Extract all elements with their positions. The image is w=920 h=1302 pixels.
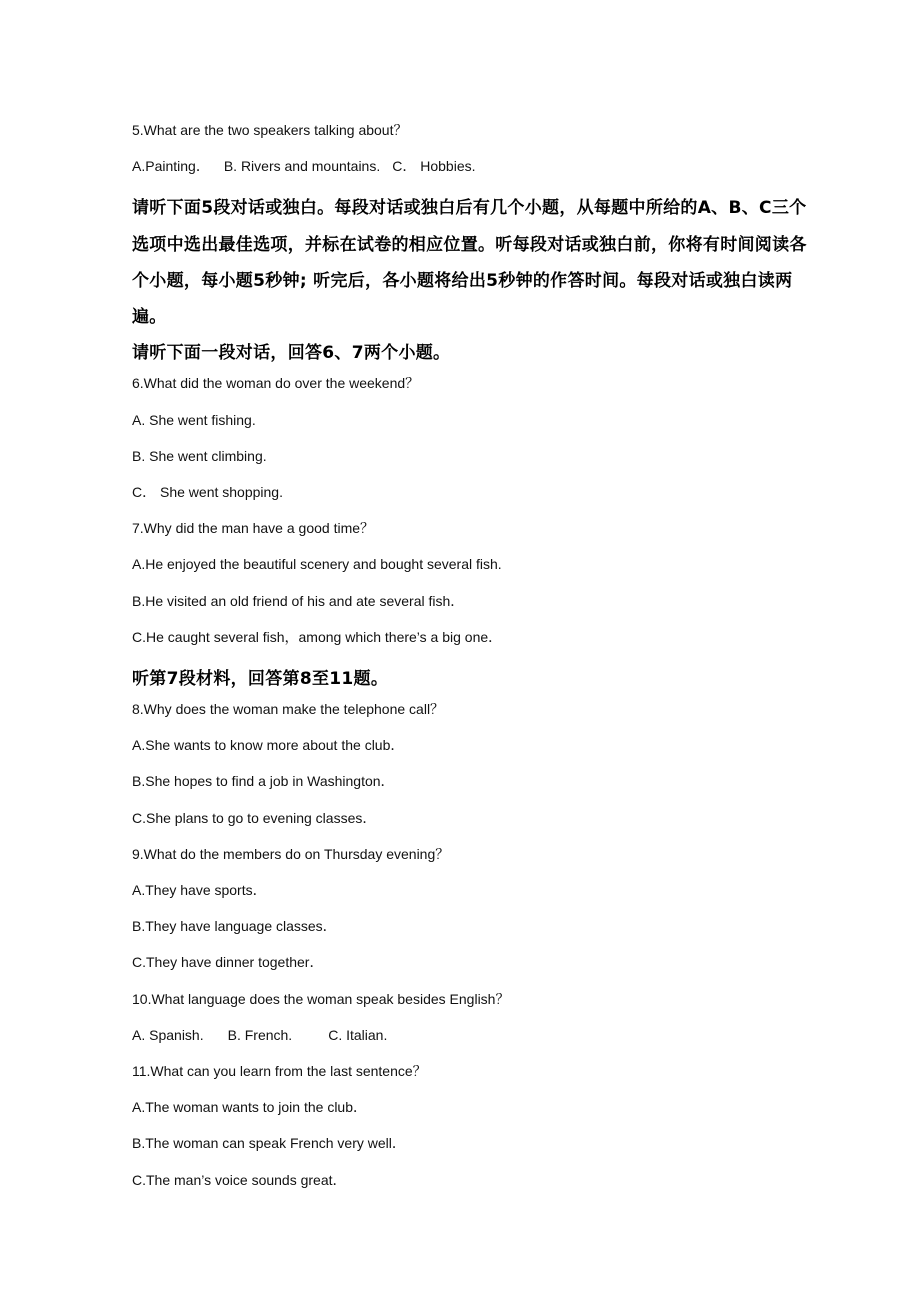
q5-option-a: A.Painting． xyxy=(132,158,210,175)
q7-option-a: A.He enjoyed the beautiful scenery and bought several fish. xyxy=(132,556,502,573)
q10-option-a: A. Spanish. xyxy=(132,1026,204,1043)
q9-question: 9.What do the members do on Thursday evening？ xyxy=(132,845,450,862)
q7-option-b: B.He visited an old friend of his and ate several fish． xyxy=(132,592,465,609)
q9-option-a: A.They have sports． xyxy=(132,882,267,899)
q8-option-b: B.She hopes to find a job in Washington． xyxy=(132,773,395,790)
q7-option-c: C.He caught several fish，among which there’s a big one． xyxy=(132,628,503,645)
section-instructions: 请听下面5段对话或独白。每段对话或独白后有几个小题，从每题中所给的A、B、C三个选项中选出最佳选项，并标在试卷的相应位置。听每段对话或独白前，你将有时间阅读各个小题，每小题5秒钟; 听完后，各小题将给出5秒钟的作答时间。每段对话或独白读两遍。 xyxy=(132,198,807,327)
q11-option-c: C.The man’s voice sounds great． xyxy=(132,1171,347,1188)
material7-instruction: 听第7段材料，回答第8至11题。 xyxy=(132,668,389,689)
q10-options xyxy=(132,1023,822,1059)
q11-question: 11.What can you learn from the last sentence？ xyxy=(132,1062,427,1079)
q7-question: 7.Why did the man have a good time？ xyxy=(132,520,375,537)
q9-option-b: B.They have language classes． xyxy=(132,918,337,935)
q6-option-b: B. She went climbing. xyxy=(132,447,267,464)
q10-question: 10.What language does the woman speak besides English？ xyxy=(132,990,510,1007)
q5-option-c: C． Hobbies. xyxy=(392,158,476,175)
q5-options xyxy=(132,154,822,190)
q11-option-b: B.The woman can speak French very well． xyxy=(132,1135,406,1152)
q8-option-c: C.She plans to go to evening classes． xyxy=(132,809,377,826)
exam-content xyxy=(132,118,822,1204)
dialogue6-instruction: 请听下面一段对话，回答6、7两个小题。 xyxy=(132,343,451,364)
q10-option-c: C. Italian. xyxy=(328,1026,388,1043)
q5-option-b: B. Rivers and mountains. xyxy=(223,158,381,175)
q9-option-c: C.They have dinner together． xyxy=(132,954,324,971)
q11-option-a: A.The woman wants to join the club． xyxy=(132,1099,368,1116)
q6-option-c: C． She went shopping. xyxy=(132,483,283,500)
q8-option-a: A.She wants to know more about the club． xyxy=(132,737,405,754)
q6-option-a: A. She went fishing. xyxy=(132,411,256,428)
q5-question: 5.What are the two speakers talking about？ xyxy=(132,122,408,138)
q10-option-b: B. French. xyxy=(227,1026,293,1043)
q6-question: 6.What did the woman do over the weekend？ xyxy=(132,375,420,392)
q8-question: 8.Why does the woman make the telephone call？ xyxy=(132,701,445,718)
